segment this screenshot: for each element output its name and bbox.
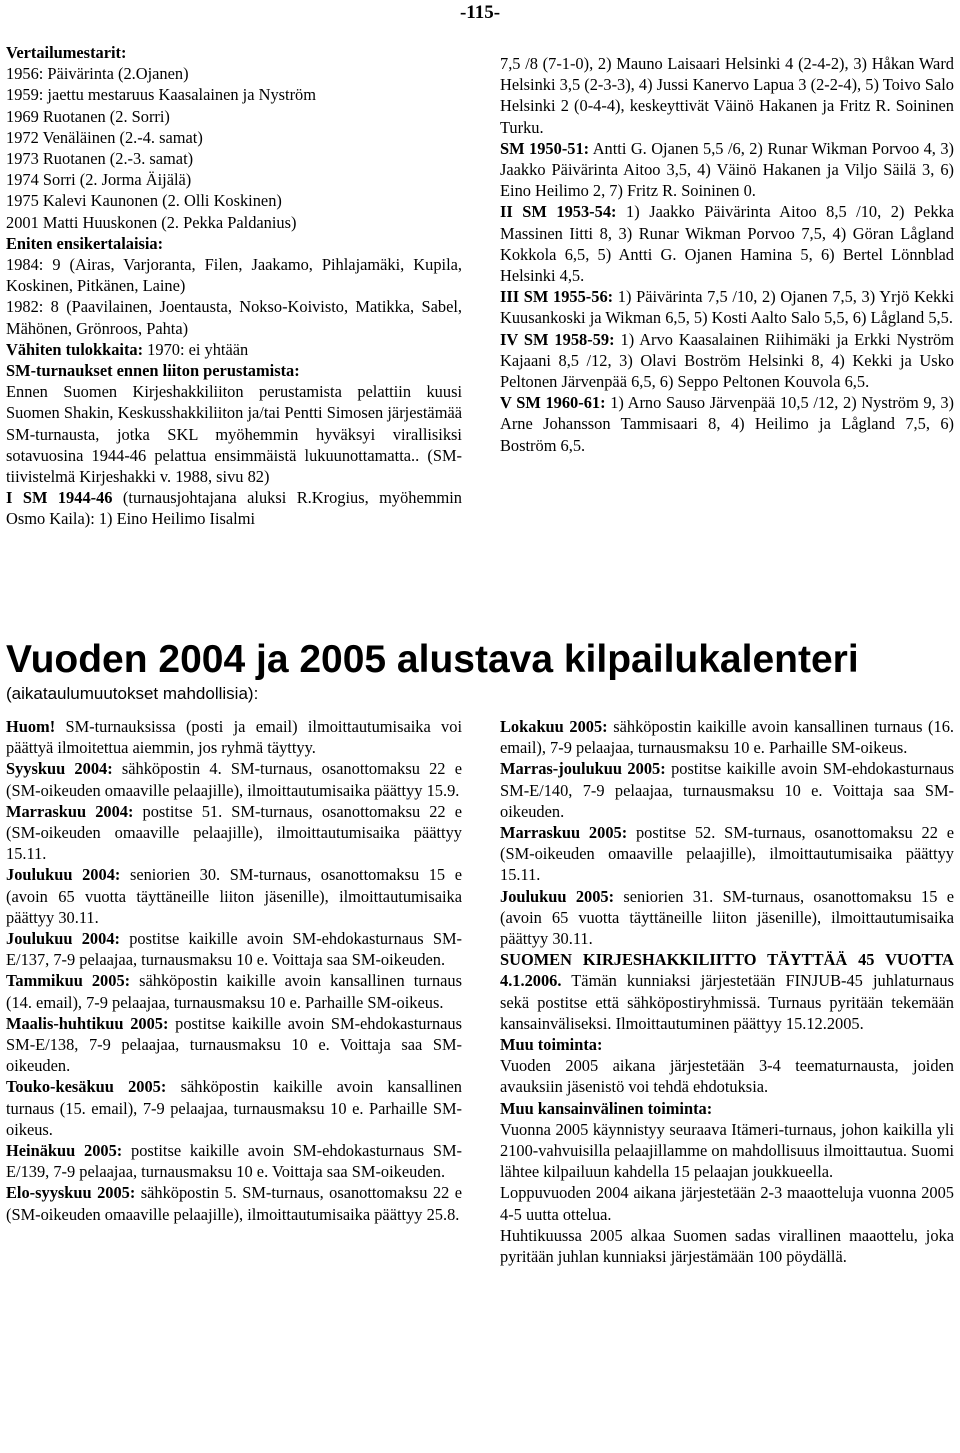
paragraph bbox=[500, 1119, 954, 1183]
paragraph-text: 1984: 9 (Airas, Varjoranta, Filen, Jaakamo, Pihlajamäki, Kupila, Koskinen, Pitkänen, Laine) bbox=[6, 255, 462, 296]
paragraph bbox=[500, 1098, 954, 1119]
paragraph bbox=[6, 296, 462, 338]
paragraph-heading: Eniten ensikertalaisia: bbox=[6, 233, 164, 253]
paragraph-text: Loppuvuoden 2004 aikana järjestetään 2-3 maaotteluja vuonna 2005 4-5 uutta ottelua. bbox=[500, 1183, 954, 1224]
paragraph bbox=[6, 127, 462, 148]
paragraph-heading: Vertailumestarit: bbox=[6, 43, 127, 62]
paragraph-text: Tämän kunniaksi järjestetään FINJUB-45 juhlaturnaus sekä postitse että sähköpostiryhmissä. Turnaus pyritään tekemään kansainväliseksi. Ilmoittautuminen päättyy 15.12.2005. bbox=[500, 971, 954, 1033]
paragraph bbox=[6, 1013, 462, 1077]
paragraph-text: postitse kaikille avoin SM-ehdokasturnaus SM-E/137, 7-9 pelaajaa, turnausmaksu 10 e. Voittaja saa SM-oikeuden. bbox=[6, 929, 462, 970]
paragraph-heading: Marraskuu 2004: bbox=[6, 801, 134, 821]
paragraph-text: sähköpostin kaikille avoin kansallinen turnaus (15. email), 7-9 pelaajaa, turnausmaksu 10 e. Parhaille SM-oikeus. bbox=[6, 1077, 463, 1139]
paragraph-heading: Vähiten tulokkaita: bbox=[6, 339, 144, 359]
paragraph-heading: Huom! bbox=[6, 717, 56, 736]
paragraph-text: 1956: Päivärinta (2.Ojanen) bbox=[6, 64, 189, 84]
paragraph bbox=[6, 716, 462, 758]
paragraph-heading: Muu toiminta: bbox=[500, 1035, 603, 1055]
calendar-subtitle: (aikataulumuutokset mahdollisia): bbox=[6, 684, 259, 703]
paragraph-heading: Syyskuu 2004: bbox=[6, 759, 113, 779]
paragraph-text: postitse kaikille avoin SM-ehdokasturnaus SM-E/140, 7-9 pelaajaa, turnausmaksu 10 e. Voittaja saa SM-oikeuden. bbox=[500, 759, 955, 821]
paragraph-heading: Joulukuu 2004: bbox=[6, 865, 121, 885]
paragraph-heading: Muu kansainvälinen toiminta: bbox=[500, 1098, 713, 1118]
paragraph bbox=[6, 1076, 462, 1140]
paragraph-heading: SM 1950-51: bbox=[500, 138, 590, 158]
paragraph-text: 1975 Kalevi Kaunonen (2. Olli Koskinen) bbox=[6, 191, 282, 211]
paragraph-text: sähköpostin 4. SM-turnaus, osanottomaksu 22 e (SM-oikeuden omaaville pelaajille), ilmoittautumisaika päättyy 15.9. bbox=[6, 759, 462, 800]
paragraph-text: Vuonna 2005 käynnistyy seuraava Itämeri-turnaus, johon kaikilla yli 2100-vahvuisilla pelaajillamme on mahdollisuus ilmoittautua. Suomi lähtee kilpailuun kahdella 15 pelaajan joukkueella. bbox=[500, 1119, 954, 1182]
paragraph-heading: SM-turnaukset ennen liiton perustamista: bbox=[6, 361, 300, 381]
paragraph-heading: Heinäkuu 2005: bbox=[6, 1141, 123, 1161]
paragraph-heading: Elo-syyskuu 2005: bbox=[6, 1183, 136, 1203]
paragraph bbox=[6, 1140, 462, 1182]
paragraph-heading: Maalis-huhtikuu 2005: bbox=[6, 1013, 169, 1033]
paragraph bbox=[6, 1182, 462, 1224]
paragraph-text: 1) Arno Sauso Järvenpää 10,5 /12, 2) Nyström 9, 3) Arne Johansson Tammisaari 8, 4) Heilimo ja Lågland 7,5, 6) Boström 6,5. bbox=[500, 393, 954, 455]
paragraph bbox=[6, 106, 462, 127]
paragraph-heading: III SM 1955-56: bbox=[500, 287, 614, 307]
paragraph-text: 1) Jaakko Päivärinta Aitoo 8,5 /10, 2) Pekka Massinen Iitti 8, 3) Runar Wikman Porvoo 7,5, 4) Göran Lågland Kokkola 6,5, 5) Antti G. Ojanen Hamina 5, 6) Bertel Lönnblad Helsinki 4,5. bbox=[500, 202, 954, 286]
paragraph-heading: Marras-joulukuu 2005: bbox=[500, 759, 666, 779]
paragraph-text: sähköpostin kaikille avoin kansallinen turnaus (14. email), 7-9 pelaajaa, turnausmaksu 10 e. Parhaille SM-oikeus. bbox=[6, 971, 462, 1012]
paragraph-heading: SUOMEN KIRJESHAKKILIITTO TÄYTTÄÄ 45 VUOTTA 4.1.2006. bbox=[500, 950, 954, 991]
paragraph-text: 2001 Matti Huuskonen (2. Pekka Paldanius) bbox=[6, 212, 297, 232]
paragraph-heading: Touko-kesäkuu 2005: bbox=[6, 1077, 167, 1097]
paragraph bbox=[6, 42, 462, 63]
paragraph-text: 1) Arvo Kaasalainen Riihimäki ja Erkki Nyström Kajaani 8,5 /12, 3) Olavi Boström Helsinki 8, 4) Kekki ja Usko Peltonen Järvenpää 6,5, 6) Seppo Peltonen Kouvola 6,5. bbox=[500, 329, 954, 392]
paragraph bbox=[6, 63, 462, 84]
paragraph bbox=[500, 329, 954, 393]
paragraph-text: 1) Päivärinta 7,5 /10, 2) Ojanen 7,5, 3) Yrjö Kekki Kuusankoski ja Wikman 6,5, 5) Kosti Aalto Salo 5,5, 6) Lågland 5,5. bbox=[500, 287, 954, 328]
paragraph bbox=[6, 190, 462, 211]
column-bottom-right bbox=[500, 716, 954, 1267]
paragraph bbox=[6, 487, 462, 529]
paragraph bbox=[6, 233, 462, 254]
paragraph-heading: Marraskuu 2005: bbox=[500, 823, 628, 843]
paragraph-text: postitse 51. SM-turnaus, osanottomaksu 22 e (SM-oikeuden omaaville pelaajille), ilmoittautumisaika päättyy 15.11. bbox=[6, 801, 462, 864]
paragraph-text: postitse kaikille avoin SM-ehdokasturnaus SM-E/139, 7-9 pelaajaa, turnausmaksu 10 e. Voittaja saa SM-oikeuden. bbox=[6, 1141, 462, 1182]
paragraph bbox=[6, 212, 462, 233]
paragraph bbox=[500, 822, 954, 886]
paragraph-text: Ennen Suomen Kirjeshakkiliiton perustamista pelattiin kuusi Suomen Shakin, Keskusshakkiliiton ja/tai Pentti Simosen järjestämää SM-turnausta, jotka SKL myöhemmin hyväksyi virallisiksi sotavuosina 1944-46 pelattua ensimmäistä lukuunottamatta.. (SM-tiivistelmä Kirjeshakki v. 1988, sivu 82) bbox=[6, 382, 462, 487]
paragraph-heading: V SM 1960-61: bbox=[500, 393, 606, 413]
paragraph bbox=[6, 339, 462, 360]
paragraph bbox=[500, 949, 954, 1034]
paragraph bbox=[500, 716, 954, 758]
paragraph-text: postitse 52. SM-turnaus, osanottomaksu 22 e (SM-oikeuden omaaville pelaajille), ilmoittautumisaika päättyy 15.11. bbox=[500, 823, 954, 885]
paragraph-text: 1969 Ruotanen (2. Sorri) bbox=[6, 106, 170, 126]
paragraph bbox=[6, 758, 462, 800]
paragraph bbox=[500, 138, 954, 202]
paragraph-heading: Lokakuu 2005: bbox=[500, 717, 608, 736]
paragraph-heading: II SM 1953-54: bbox=[500, 202, 617, 222]
paragraph bbox=[6, 360, 462, 381]
paragraph bbox=[6, 801, 462, 865]
paragraph bbox=[500, 201, 954, 286]
paragraph-text: 1970: ei yhtään bbox=[143, 339, 249, 359]
paragraph bbox=[500, 1225, 954, 1267]
column-bottom-left bbox=[6, 716, 462, 1225]
paragraph-text: SM-turnauksissa (posti ja email) ilmoittautumisaika voi päättyä ilmoitettua aiemmin, jos ryhmä täyttyy. bbox=[6, 717, 462, 758]
calendar-title: Vuoden 2004 ja 2005 alustava kilpailukalenteri bbox=[6, 638, 859, 681]
paragraph-text: Antti G. Ojanen 5,5 /6, 2) Runar Wikman Porvoo 4, 3) Jaakko Päivärinta Aitoo 3,5, 4) Väinö Hakanen ja Viljo Säilä 3, 6) Eino Heilimo 2, 7) Fritz R. Soininen 0. bbox=[500, 138, 954, 201]
paragraph bbox=[6, 928, 462, 970]
column-top-right bbox=[500, 53, 954, 456]
paragraph bbox=[6, 84, 462, 105]
paragraph-text: seniorien 30. SM-turnaus, osanottomaksu 15 e (avoin 65 vuotta täyttäneille liiton jäsenille), ilmoittautumisaika päättyy 30.11. bbox=[6, 865, 462, 927]
paragraph bbox=[500, 886, 954, 950]
paragraph-text: Vuoden 2005 aikana järjestetään 3-4 teematurnausta, joiden avauksiin jäsenistö voi tehdä ehdotuksia. bbox=[500, 1056, 954, 1097]
paragraph bbox=[6, 864, 462, 928]
paragraph bbox=[6, 970, 462, 1012]
paragraph bbox=[6, 381, 462, 487]
paragraph-text: (turnausjohtajana aluksi R.Krogius, myöhemmin Osmo Kaila): 1) Eino Heilimo Iisalmi bbox=[6, 488, 462, 529]
paragraph-heading: Joulukuu 2005: bbox=[500, 886, 615, 906]
paragraph bbox=[500, 53, 954, 138]
paragraph-text: seniorien 31. SM-turnaus, osanottomaksu 15 e (avoin 65 vuotta täyttäneille liiton jäsenille), ilmoittautumisaika päättyy 30.11. bbox=[500, 886, 954, 949]
paragraph bbox=[500, 1034, 954, 1055]
paragraph-heading: I SM 1944-46 bbox=[6, 488, 113, 508]
paragraph-text: sähköpostin kaikille avoin kansallinen turnaus (16. email), 7-9 pelaajaa, turnausmaksu 10 e. Parhaille SM-oikeus. bbox=[500, 717, 955, 758]
paragraph-text: 1959: jaettu mestaruus Kaasalainen ja Nyström bbox=[6, 85, 316, 105]
page-number: -115- bbox=[459, 2, 501, 23]
column-top-left bbox=[6, 42, 462, 530]
paragraph-text: 1972 Venäläinen (2.-4. samat) bbox=[6, 127, 203, 147]
paragraph-text: Huhtikuussa 2005 alkaa Suomen sadas virallinen maaottelu, joka pyritään juhlan kunniaksi järjestämään 100 pöydällä. bbox=[500, 1225, 954, 1267]
paragraph bbox=[500, 392, 954, 456]
paragraph bbox=[6, 169, 462, 190]
paragraph bbox=[500, 286, 954, 328]
paragraph-text: postitse kaikille avoin SM-ehdokasturnaus SM-E/138, 7-9 pelaajaa, turnausmaksu 10 e. Voittaja saa SM-oikeuden. bbox=[6, 1013, 462, 1076]
paragraph bbox=[500, 1182, 954, 1224]
paragraph-text: sähköpostin 5. SM-turnaus, osanottomaksu 22 e (SM-oikeuden omaaville pelaajille), ilmoittautumisaika päättyy 25.8. bbox=[6, 1183, 462, 1224]
paragraph-text: 1973 Ruotanen (2.-3. samat) bbox=[6, 149, 194, 169]
paragraph-heading: IV SM 1958-59: bbox=[500, 329, 615, 349]
paragraph-text: 1974 Sorri (2. Jorma Äijälä) bbox=[6, 170, 192, 190]
paragraph bbox=[6, 148, 462, 169]
paragraph bbox=[6, 254, 462, 296]
paragraph bbox=[500, 758, 954, 822]
paragraph-text: 7,5 /8 (7-1-0), 2) Mauno Laisaari Helsinki 4 (2-4-2), 3) Håkan Ward Helsinki 3,5 (2-3-3), 4) Jussi Kanervo Lapua 3 (2-2-4), 5) Toivo Salo Helsinki 2 (0-4-4), keskeyttivät Väinö Hakanen ja Fritz R. Soininen Turku. bbox=[500, 54, 954, 137]
paragraph-text: 1982: 8 (Paavilainen, Joentausta, Nokso-Koivisto, Matikka, Sabel, Mähönen, Grönroos, Pahta) bbox=[6, 297, 462, 338]
paragraph bbox=[500, 1055, 954, 1097]
paragraph-heading: Joulukuu 2004: bbox=[6, 929, 120, 949]
paragraph-heading: Tammikuu 2005: bbox=[6, 971, 131, 991]
